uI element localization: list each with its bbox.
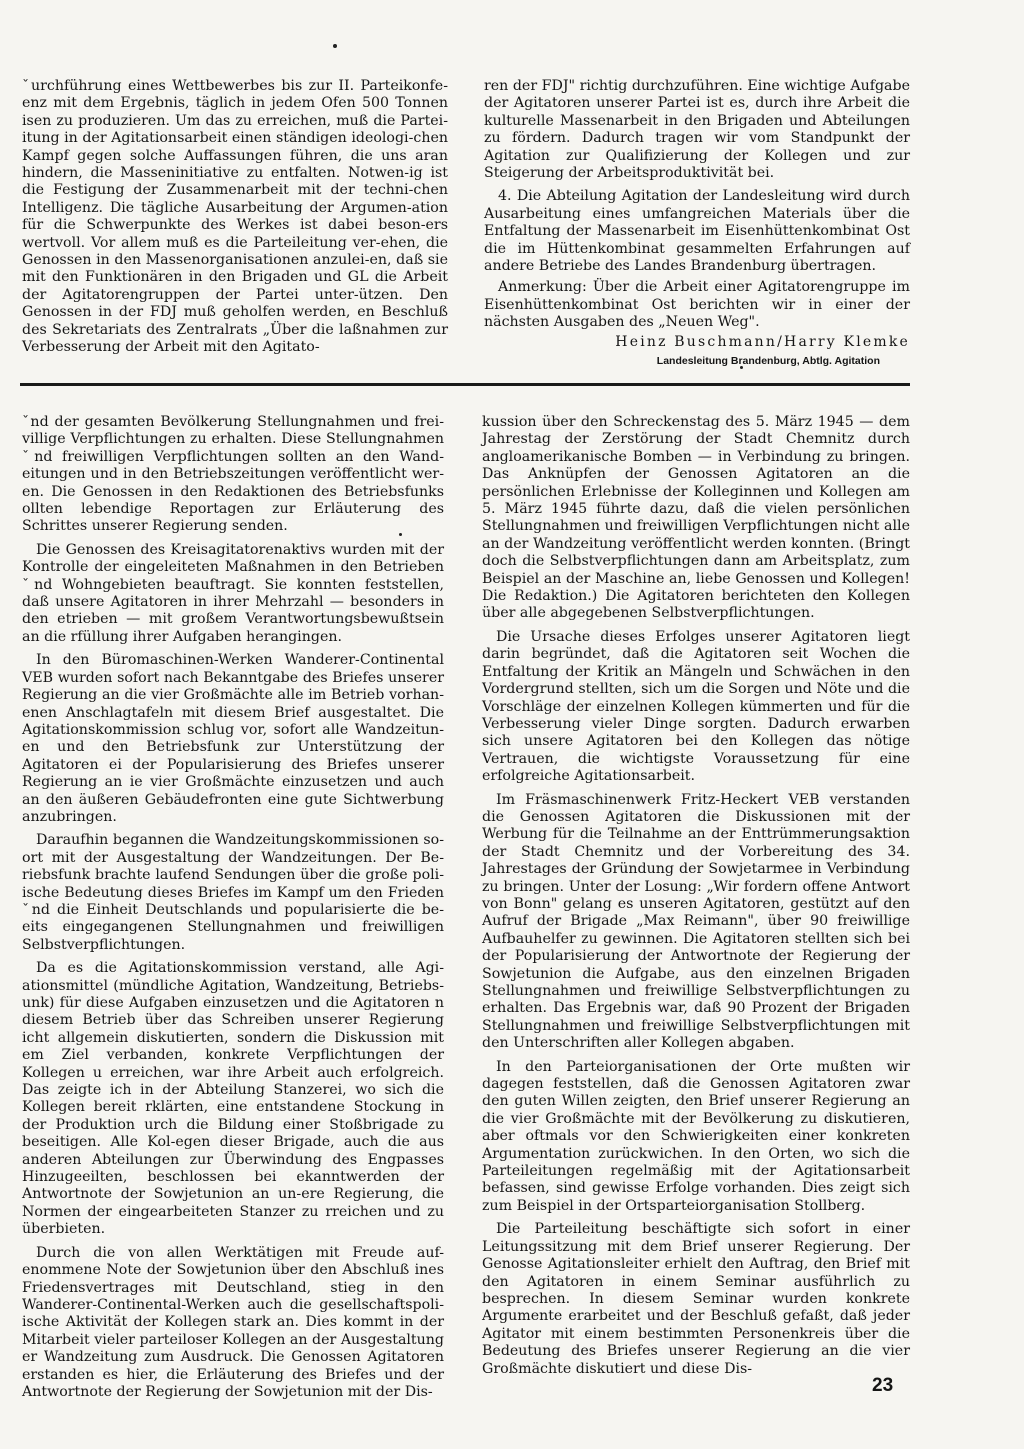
print-speck — [333, 44, 337, 48]
article-column-bottom-right — [482, 414, 910, 1384]
paragraph: Im Fräsmaschinenwerk Fritz-Heckert VEB verstanden die Genossen Agitatoren die Diskussionen mit der Werbung für die Teilnahme an der Enttrümmerungsaktion der Stadt Chemnitz und der Vorbereitung des 34. Jahrestages der Gründung der Sowjetarmee in Verbindung zu bringen. Unter der Losung: „Wir fordern offene Antwort von Bonn" gelang es unseren Agitatoren, gestützt auf den Aufruf der Brigade „Max Reimann", über 90 freiwillige Aufbauhelfer zu gewinnen. Die Agitatoren stellten sich bei der Popularisierung der Antwortnote der Regierung der Sowjetunion die Aufgabe, aus den einzelnen Brigaden Stellungnahmen und freiwillige Selbstverpflichtungen zu erhalten. Das Ergebnis war, daß 90 Prozent der Brigaden Stellungnahmen und freiwillige Selbstverpflichtungen mit den Unterschriften aller Kollegen abgaben. — [482, 791, 910, 1052]
article-column-top-left — [22, 78, 448, 363]
paragraph: In den Büromaschinen-Werken Wanderer-Continental VEB wurden sofort nach Bekanntgabe des Briefes unserer Regierung an die vier Großmächte alle im Betrieb vorhan-enen Anschlagtafeln mit diesem Brief ausgestaltet. Die Agitationskommission schlug vor, sofort alle Wandzeitun-en und den Betriebsfunk zur Unterstützung der Agitatoren ei der Popularisierung des Briefes unserer Regierung an ie vier Großmächte einzusetzen und auch an den äußeren Gebäudefronten eine gute Sichtwerbung anzubringen. — [22, 652, 444, 825]
paragraph: Die Parteileitung beschäftigte sich sofort in einer Leitungssitzung mit dem Brief unserer Regierung. Der Genosse Agitationsleiter erhielt den Auftrag, den Brief mit den Agitatoren in einem Seminar ausführlich zu besprechen. In diesem Seminar wurden konkrete Argumente erarbeitet und der Beschluß gefaßt, daß jeder Agitator mit einem bestimmten Personenkreis über die Bedeutung des Briefes unserer Regierung an die vier Großmächte diskutiert und diese Dis- — [482, 1221, 910, 1377]
paragraph: Da es die Agitationskommission verstand, alle Agi-ationsmittel (mündliche Agitation, Wandzeitung, Betriebs-unk) für diese Aufgaben einzusetzen und die Agitatoren n diesem Betrieb über das Schreiben unserer Regierung icht allgemein diskutierten, sondern die Diskussion mit em Ziel verbanden, konkrete Verpflichtungen der Kollegen u erreichen, war ihre Arbeit auch erfolgreich. Das zeigte ich in der Abteilung Stanzerei, wo sich die Kollegen bereit rklärten, eine entstandene Stockung in der Produktion urch die Bildung einer Stoßbrigade zu beseitigen. Alle Kol-egen dieser Brigade, auch die aus anderen Abteilungen zur Überwindung des Engpasses Hinzugeeilten, beschlossen bei ekanntwerden der Antwortnote der Sowjetunion an un-ere Regierung, die Normen der eingearbeiteten Stanzer zu rreichen und zu überbieten. — [22, 960, 444, 1238]
paragraph: In den Parteiorganisationen der Orte mußten wir dagegen feststellen, daß die Genossen Agitatoren zwar den guten Willen zeigten, den Brief unserer Regierung an die vier Großmächte mit der Bevölkerung zu diskutieren, aber oftmals vor den Schwierigkeiten einer konkreten Argumentation zurückwichen. In den Orten, wo sich die Parteileitungen regelmäßig mit der Agitationsarbeit befassen, sind gewisse Erfolge vorhanden. Dies zeigt sich zum Beispiel in der Ortsparteiorganisation Stollberg. — [482, 1058, 910, 1214]
paragraph: Die Ursache dieses Erfolges unserer Agitatoren liegt darin begründet, daß die Agitatoren seit Wochen die Entfaltung der Kritik an Mängeln und Schwächen in den Vordergrund stellten, sich um die Sorgen und Nöte und die Vorschläge der einzelnen Kollegen kümmerten und für die Verbesserung vieler Dinge sorgten. Dadurch erwarben sich unsere Agitatoren bei den Kollegen das nötige Vertrauen, die wichtigste Voraussetzung für eine erfolgreiche Agitationsarbeit. — [482, 628, 910, 785]
paragraph: 4. Die Abteilung Agitation der Landesleitung wird durch Ausarbeitung eines umfangreichen Materials über die Entfaltung der Massenarbeit im Eisenhüttenkombinat Ost die im Hüttenkombinat gesammelten Erfahrungen auf andere Betriebe des Landes Brandenburg übertragen. — [484, 188, 910, 275]
paragraph: kussion über den Schreckenstag des 5. März 1945 — dem Jahrestag der Zerstörung der Stadt Chemnitz durch angloamerikanische Bomben — in Verbindung zu bringen. Das Anknüpfen der Genossen Agitatoren an die persönlichen Erlebnisse der Kolleginnen und Kollegen am 5. März 1945 führte dazu, daß die vielen persönlichen Stellungnahmen und freiwilligen Verpflichtungen nicht alle an der Wandzeitung veröffentlicht werden konnten. (Bringt doch die Selbstverpflichtungen dann am Arbeitsplatz, zum Beispiel an der Maschine an, liebe Genossen und Kollegen! Die Redaktion.) Die Agitatoren berichteten den Kollegen über alle abgegebenen Selbstverpflichtungen. — [482, 414, 910, 622]
article-column-top-right — [484, 78, 910, 371]
article-column-bottom-left — [22, 414, 444, 1407]
paragraph: Daraufhin begannen die Wandzeitungskommissionen so-ort mit der Ausgestaltung der Wandzeitungen. Der Be-riebsfunk brachte laufend Sendungen über die große poli-ische Bedeutung dieses Briefes im Kampf um den Frieden ˇnd die Einheit Deutschlands und popularisierte die be-eits eingegangenen Stellungnahmen und freiwilligen Selbstverpflichtungen. — [22, 832, 444, 953]
paragraph: Durch die von allen Werktätigen mit Freude auf-enommene Note der Sowjetunion über den Abschluß ines Friedensvertrages mit Deutschland, stieg in den Wanderer-Continental-Werken auch die gesellschaftspoli-ische Aktivität der Kollegen stark an. Dies kommt in der Mitarbeit vieler parteiloser Kollegen an der Ausgestaltung er Wandzeitung zum Ausdruck. Die Genossen Agitatoren erstanden es hier, die Erläuterung des Briefes und der Antwortnote der Regierung der Sowjetunion mit der Dis- — [22, 1244, 444, 1400]
paragraph: Anmerkung: Über die Arbeit einer Agitatorengruppe im Eisenhüttenkombinat Ost berichten wir in einer der nächsten Ausgaben des „Neuen Weg". — [484, 279, 910, 331]
signature-authors: Heinz Buschmann/Harry Klemke — [615, 333, 910, 350]
paragraph: ˇnd der gesamten Bevölkerung Stellungnahmen und frei-villige Verpflichtungen zu erhalten. Diese Stellungnahmen ˇnd freiwilligen Verpflichtungen sollten an den Wand-eitungen und in den Betriebszeitungen veröffentlicht wer-en. Die Genossen in den Redaktionen des Betriebsfunks ollten lebendige Reportagen zur Erläuterung des Schrittes unserer Regierung senden. — [22, 414, 444, 535]
signature-affiliation: Landesleitung Brandenburg, Abtlg. Agitation — [656, 355, 880, 368]
page-number: 23 — [872, 1375, 894, 1396]
paragraph: Die Genossen des Kreisagitatorenaktivs wurden mit der Kontrolle der eingeleiteten Maßnahmen in den Betrieben ˇnd Wohngebieten beauftragt. Sie konnten feststellen, daß unsere Agitatoren in ihrer Mehrzahl — besonders in den etrieben — mit großem Verantwortungsbewußtsein an die rfüllung ihrer Aufgaben herangingen. — [22, 541, 444, 645]
section-divider — [20, 383, 910, 386]
paragraph: ˇurchführung eines Wettbewerbes bis zur II. Parteikonfe-enz mit dem Ergebnis, täglich in jedem Ofen 500 Tonnen isen zu produzieren. Um das zu erreichen, muß die Partei-itung in der Agitationsarbeit einen ständigen ideologi-chen Kampf gegen solche Auffassungen führen, die uns aran hindern, die Masseninitiative zu entfalten. Notwen-ig ist die Festigung der Zusammenarbeit mit der techni-chen Intelligenz. Die tägliche Ausarbeitung der Argumen-ation für die Schwerpunkte des Werkes ist dabei beson-ers wertvoll. Vor allem muß es die Parteileitung ver-ehen, die Genossen in den Massenorganisationen anzulei-en, daß sie mit den Funktionären in den Brigaden und GL die Arbeit der Agitatorengruppen der Partei unter-ützen. Den Genossen in der FDJ muß geholfen werden, en Beschluß des Sekretariats des Zentralrats „Über die laßnahmen zur Verbesserung der Arbeit mit den Agitato- — [22, 78, 448, 356]
paragraph: ren der FDJ" richtig durchzuführen. Eine wichtige Aufgabe der Agitatoren unserer Partei ist es, durch ihre Arbeit die kulturelle Massenarbeit in den Brigaden und Abteilungen zu fördern. Dadurch tragen wir vom Standpunkt der Agitation zur Qualifizierung der Kollegen und zur Steigerung der Arbeitsproduktivität bei. — [484, 78, 910, 182]
